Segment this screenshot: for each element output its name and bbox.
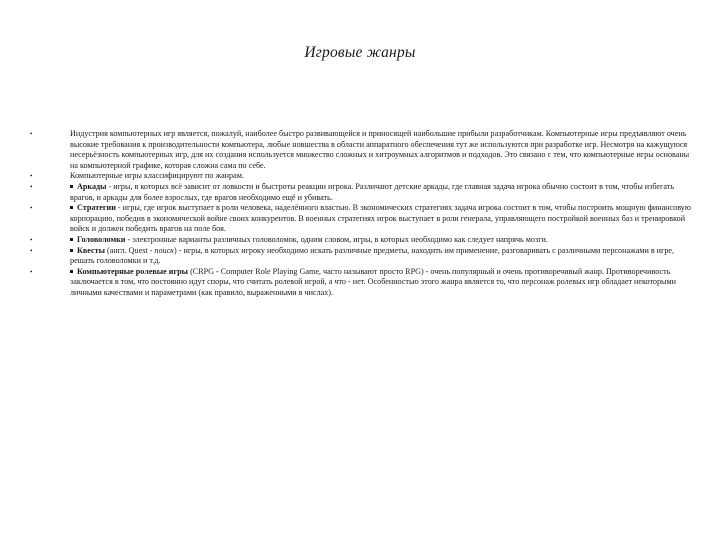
- item-italic: поиск: [154, 245, 174, 255]
- bullet-icon: •: [30, 182, 33, 191]
- item-text: - игры, в которых всё зависит от ловкости и быстроты реакции игрока. Различают детские аркады, где главная задача игрока обычно состоит в том, чтобы избегать врагов, и аркады для более взрослых, где врагов необходимо ещё и убивать.: [70, 181, 674, 202]
- item-text: (CRPG - Computer Role Playing Game, часто называют просто RPG) - очень популярный и очень противоречивый жанр. Противоречивость заключается в том, что постоянно идут споры, что считать ролевой игрой, а что - нет. Особенностью этого жанра является то, что персонаж ролевых игр обладает некоторыми личными качествами и параметрами (как правило, выраженными в числах).: [70, 266, 677, 297]
- square-bullet-icon: [70, 206, 73, 209]
- list-item: [28, 235, 693, 246]
- list-item: [28, 171, 693, 182]
- item-term: Головоломки: [77, 234, 126, 244]
- list-item: [28, 129, 693, 171]
- item-text-before: (англ. Quest -: [104, 245, 155, 255]
- bullet-icon: •: [30, 267, 33, 276]
- item-text: ) - игры, в которых игроку необходимо искать различные предметы, находить им применение, разговаривать с различными персонажами в игре, решать головоломки и т.д.: [70, 245, 675, 266]
- bullet-icon: •: [30, 246, 33, 255]
- item-text: - игры, где игрок выступает в роли человека, наделённого властью. В экономических стратегиях задача игрока состоит в том, чтобы построить мощную финансовую корпорацию, победив в экономической войне своих конкурентов. В военных стратегиях игрок выступает в роли генерала, управляющего постройкой военных баз и тренировкой войск и должен победить врагов на поле боя.: [70, 203, 691, 234]
- item-text: Индустрия компьютерных игр является, пожалуй, наиболее быстро развивающейся и приносящей наибольшие прибыли разработчикам. Компьютерные игры предъявляют очень высокие требования к производительности компьютера, любые новшества в области аппаратного обеспечения тут же используются при разработке игр. Несмотря на кажущуюся несерьёзность компьютерных игр, для их создания используется множество сложных и хитроумных алгоритмов и подходов. Это связано с тем, что компьютерные игры основаны на компьютерной графике, которая сложна сама по себе.: [70, 129, 690, 170]
- bullet-list: [28, 129, 693, 299]
- list-item: [28, 267, 693, 299]
- slide-title: Игровые жанры: [304, 44, 416, 61]
- square-bullet-icon: [70, 249, 73, 252]
- list-item: [28, 246, 693, 267]
- square-bullet-icon: [70, 238, 73, 241]
- item-text: - электронные варианты различных головоломок, одним словом, игры, в которых необходимо как следует напрячь мозги.: [125, 234, 548, 244]
- bullet-icon: •: [30, 204, 33, 213]
- square-bullet-icon: [70, 185, 73, 188]
- bullet-icon: •: [30, 130, 33, 138]
- square-bullet-icon: [70, 270, 73, 273]
- bullet-icon: •: [30, 172, 33, 181]
- item-term: Аркады: [77, 181, 107, 191]
- item-term: Стратегии: [77, 203, 116, 213]
- item-text: Компьютерные игры классифицируют по жанрам.: [70, 171, 244, 181]
- item-term: Квесты: [77, 245, 105, 255]
- list-item: [28, 182, 693, 203]
- item-term: Компьютерные ролевые игры: [77, 266, 189, 276]
- bullet-icon: •: [30, 235, 33, 244]
- list-item: [28, 203, 693, 235]
